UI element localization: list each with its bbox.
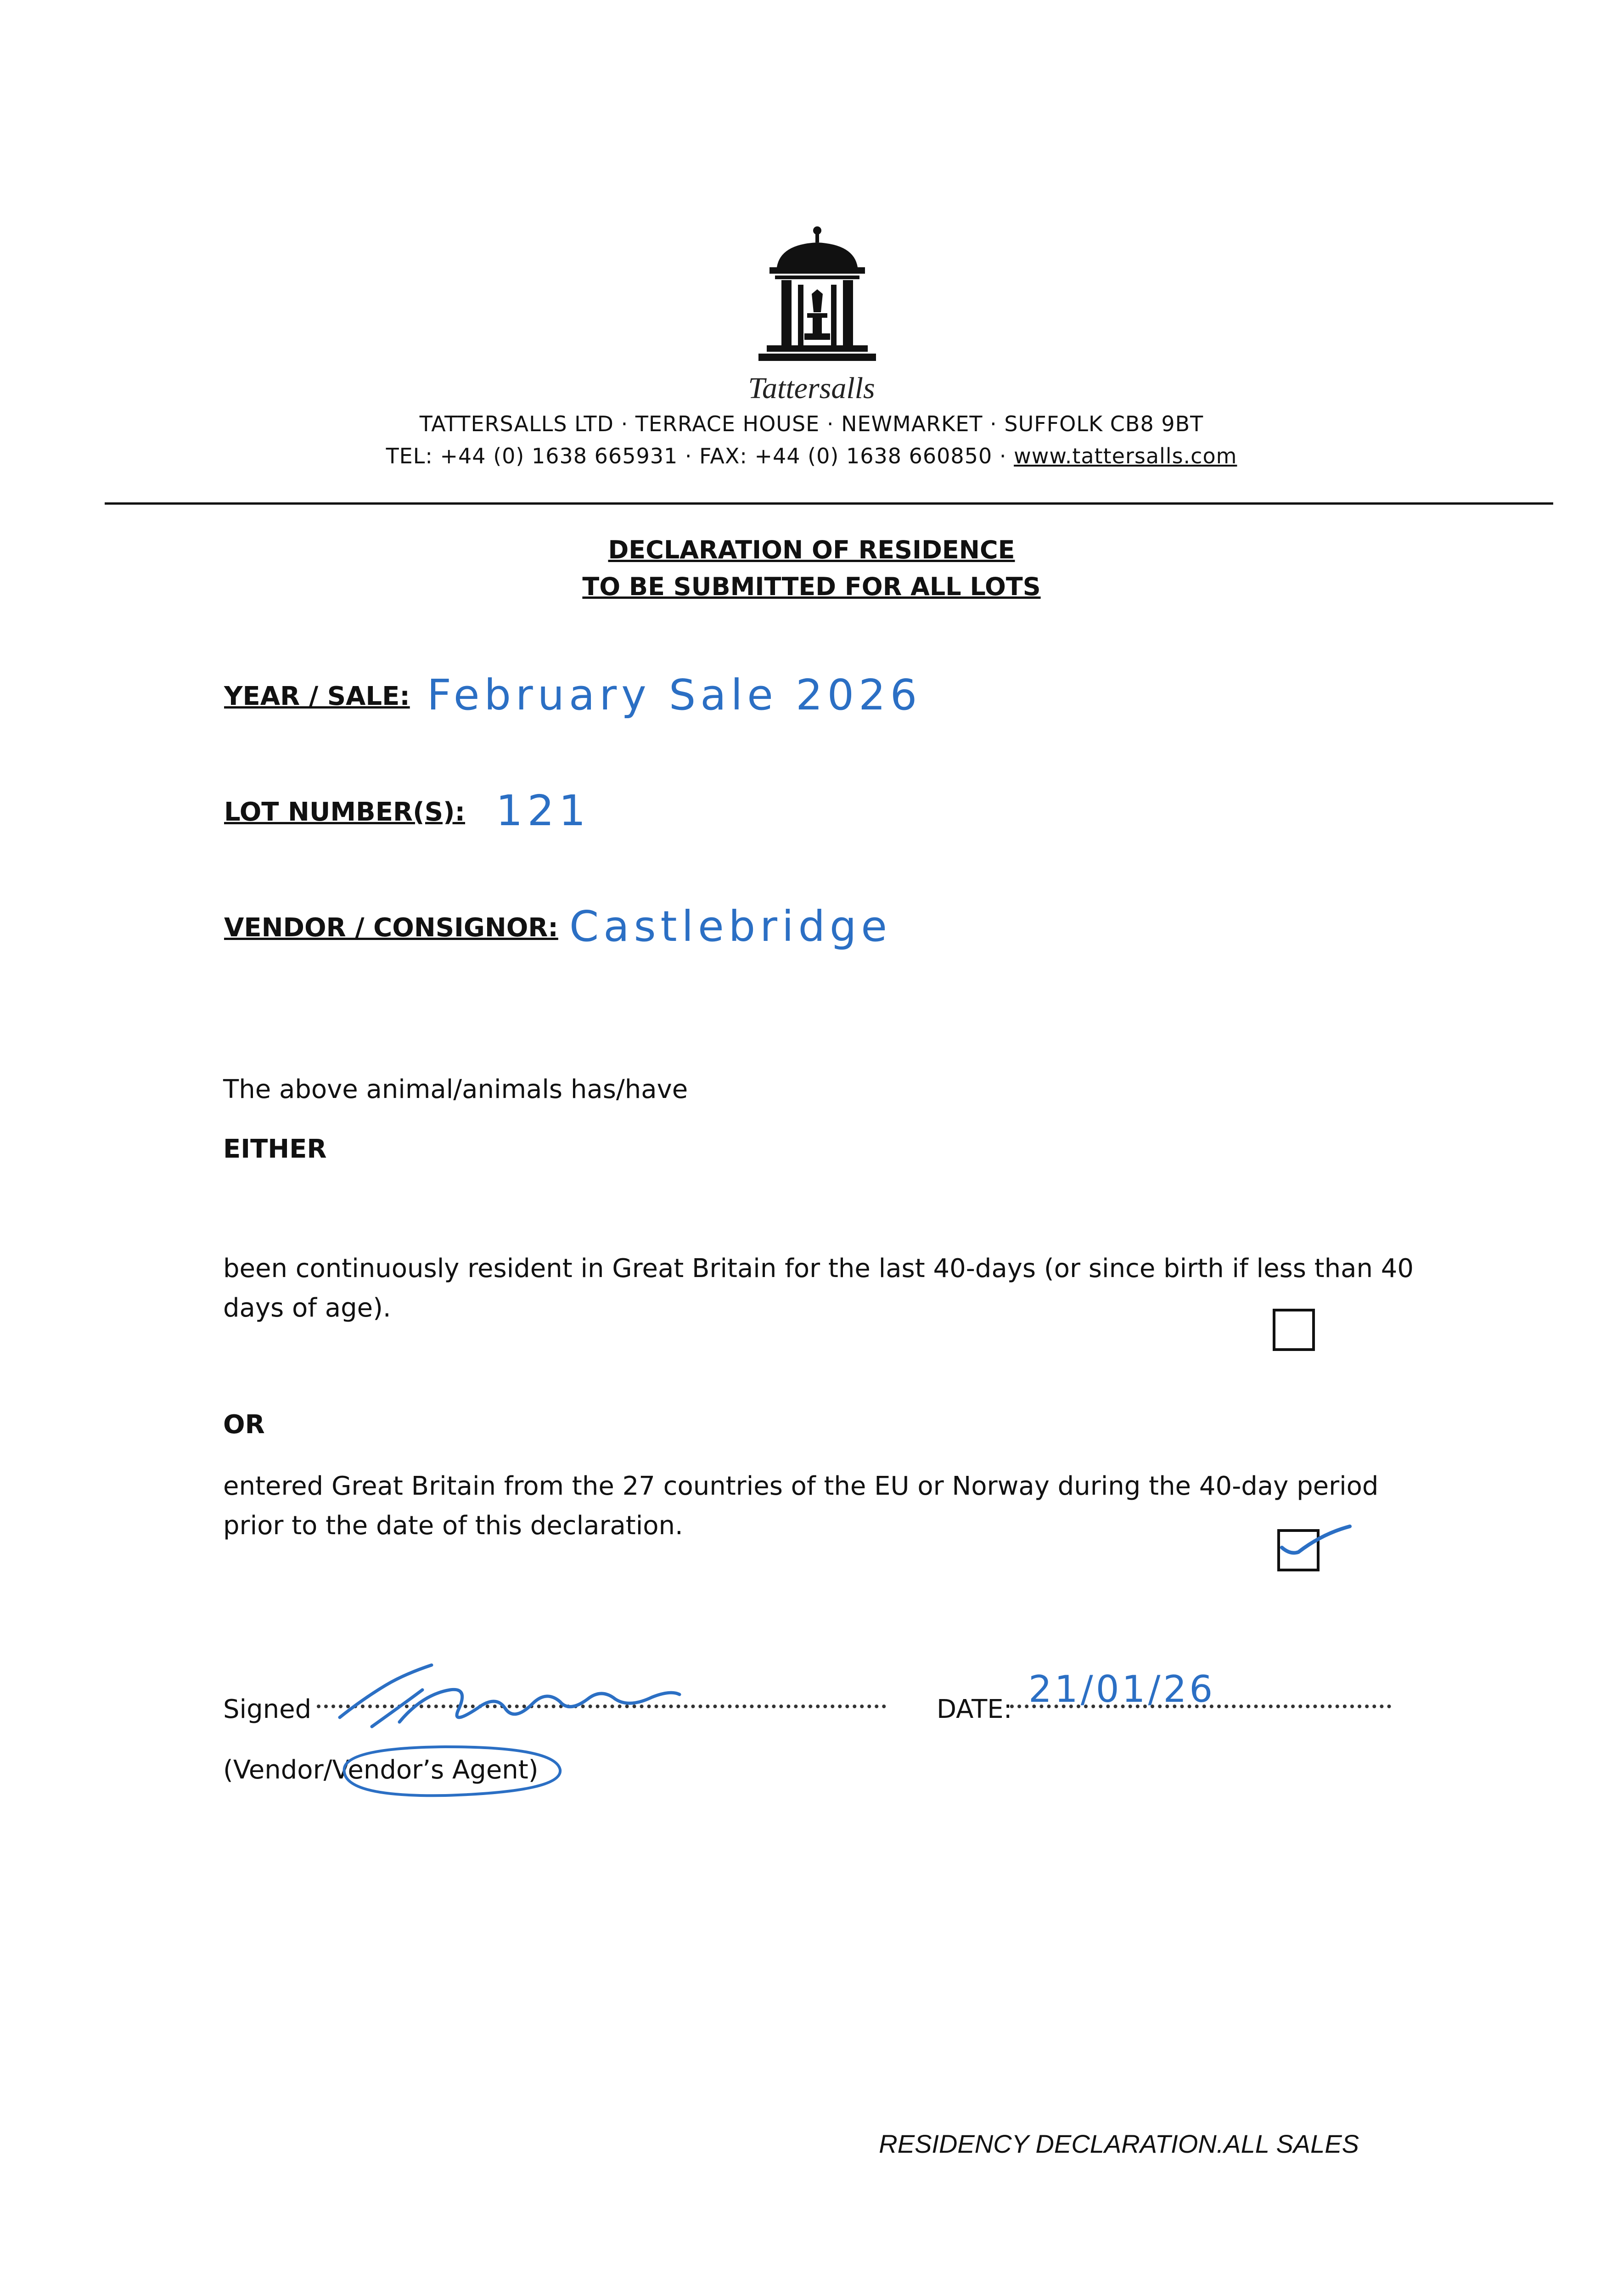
form-title: DECLARATION OF RESIDENCE bbox=[608, 535, 1015, 564]
statement-intro: The above animal/animals has/have bbox=[223, 1075, 688, 1104]
signature-scribble bbox=[331, 1658, 689, 1740]
lot-number-label: LOT NUMBER(S): bbox=[224, 797, 466, 827]
contact-numbers: TEL: +44 (0) 1638 665931 · FAX: +44 (0) 1638 660850 · bbox=[386, 444, 1014, 468]
option2-line1: entered Great Britain from the 27 countries of the EU or Norway during the 40-day period bbox=[223, 1471, 1379, 1501]
tattersalls-logo bbox=[753, 225, 882, 372]
header-rule bbox=[105, 502, 1553, 505]
lot-number-value[interactable]: 121 bbox=[496, 786, 590, 835]
brand-name: Tattersalls bbox=[748, 371, 875, 405]
date-label: DATE: bbox=[937, 1694, 1012, 1724]
date-value[interactable]: 21/01/26 bbox=[1028, 1668, 1216, 1711]
year-sale-label: YEAR / SALE: bbox=[224, 681, 410, 711]
or-label: OR bbox=[223, 1410, 265, 1440]
vendor-value[interactable]: Castlebridge bbox=[569, 902, 892, 951]
option2-text bbox=[223, 1467, 1417, 1546]
vendor-label: VENDOR / CONSIGNOR: bbox=[224, 913, 558, 943]
option2-line2: prior to the date of this declaration. bbox=[223, 1511, 683, 1541]
option1-checkbox[interactable] bbox=[1273, 1309, 1315, 1351]
option1-text bbox=[223, 1249, 1417, 1328]
either-label: EITHER bbox=[223, 1134, 327, 1164]
signatory-role: (Vendor/Vendor’s Agent) bbox=[223, 1755, 539, 1785]
signed-label: Signed bbox=[223, 1694, 312, 1724]
form-subtitle: TO BE SUBMITTED FOR ALL LOTS bbox=[582, 572, 1041, 601]
checkmark-icon bbox=[1272, 1515, 1364, 1570]
option1-line1: been continuously resident in Great Britain for the last 40-days (or since birth if less than 40 bbox=[223, 1254, 1414, 1283]
year-sale-value[interactable]: February Sale 2026 bbox=[427, 670, 922, 720]
footer-label: RESIDENCY DECLARATION.ALL SALES bbox=[879, 2129, 1359, 2158]
address-line: TATTERSALLS LTD · TERRACE HOUSE · NEWMARKET · SUFFOLK CB8 9BT bbox=[419, 411, 1204, 436]
option1-line2: days of age). bbox=[223, 1293, 391, 1323]
contact-line bbox=[0, 444, 1623, 468]
role-circle-mark bbox=[331, 1740, 569, 1805]
website-link[interactable]: www.tattersalls.com bbox=[1014, 444, 1237, 468]
